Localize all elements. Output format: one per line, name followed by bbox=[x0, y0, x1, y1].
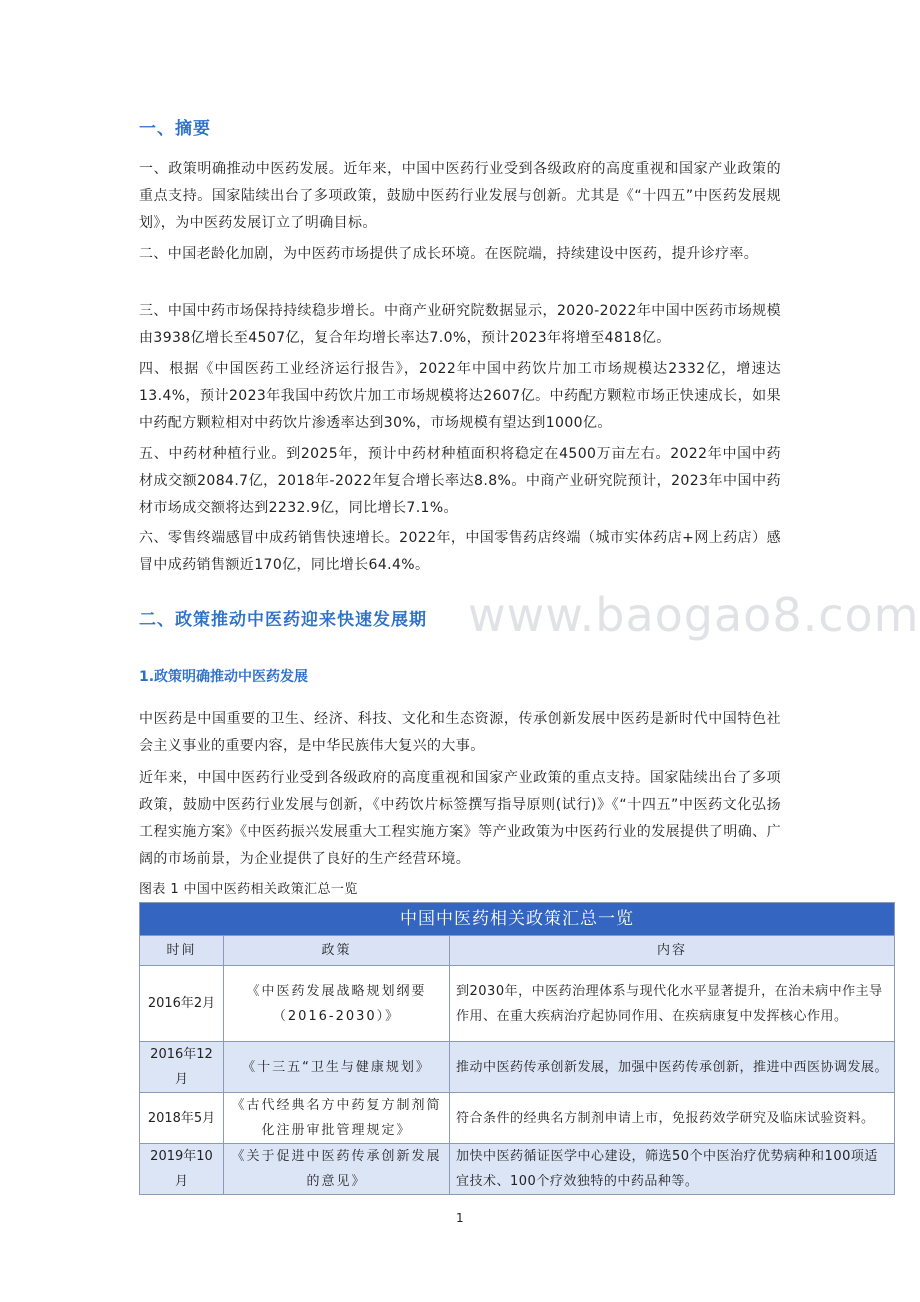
summary-paragraph-2: 二、中国老龄化加剧，为中医药市场提供了成长环境。在医院端，持续建设中医药，提升诊疗率。 bbox=[139, 246, 759, 262]
table-row bbox=[140, 1042, 895, 1093]
cell-content: 符合条件的经典名方制剂申请上市，免报药效学研究及临床试验资料。 bbox=[450, 1093, 895, 1144]
cell-policy: 《十三五“卫生与健康规划》 bbox=[224, 1042, 450, 1093]
table-header-row bbox=[140, 936, 895, 966]
cell-time: 2016年12月 bbox=[140, 1042, 224, 1093]
table-row bbox=[140, 1093, 895, 1144]
summary-paragraph-4: 四、根据《中国医药工业经济运行报告》，2022年中国中药饮片加工市场规模达2332亿，增速达13.4%，预计2023年我国中药饮片加工市场规模将达2607亿。中药配方颗粒市场正快速成长，如果中药配方颗粒相对中药饮片渗透率达到30%，市场规模有望达到1000亿。 bbox=[139, 361, 781, 431]
header-time: 时间 bbox=[140, 936, 224, 966]
section-heading-policy: 二、政策推动中医药迎来快速发展期 bbox=[139, 610, 427, 630]
table-row bbox=[140, 1144, 895, 1195]
watermark: www.baogao8.com bbox=[468, 588, 920, 642]
summary-paragraph-3: 三、中国中药市场保持持续稳步增长。中商产业研究院数据显示，2020-2022年中国中医药市场规模由3938亿增长至4507亿，复合年均增长率达7.0%，预计2023年将增至4818亿。 bbox=[139, 303, 781, 346]
table-title: 中国中医药相关政策汇总一览 bbox=[140, 903, 895, 936]
cell-time: 2016年2月 bbox=[140, 966, 224, 1042]
table-row bbox=[140, 966, 895, 1042]
page-number: 1 bbox=[456, 1211, 464, 1225]
summary-paragraph-6: 六、零售终端感冒中成药销售快速增长。2022年，中国零售药店终端（城市实体药店+网上药店）感冒中成药销售额近170亿，同比增长64.4%。 bbox=[139, 530, 781, 573]
summary-paragraph-5: 五、中药材种植行业。到2025年，预计中药材种植面积将稳定在4500万亩左右。2022年中国中药材成交额2084.7亿，2018年-2022年复合增长率达8.8%。中商产业研究院预计，2023年中国中药材市场成交额将达到2232.9亿，同比增长7.1%。 bbox=[139, 446, 781, 516]
header-policy: 政策 bbox=[224, 936, 450, 966]
cell-policy: 《中医药发展战略规划纲要（2016-2030）》 bbox=[224, 966, 450, 1042]
policy-table bbox=[139, 902, 895, 1195]
cell-time: 2018年5月 bbox=[140, 1093, 224, 1144]
cell-policy: 《关于促进中医药传承创新发展的意见》 bbox=[224, 1144, 450, 1195]
cell-content: 到2030年，中医药治理体系与现代化水平显著提升，在治未病中作主导作用、在重大疾病治疗起协同作用、在疾病康复中发挥核心作用。 bbox=[450, 966, 895, 1042]
policy-paragraph-1: 中医药是中国重要的卫生、经济、科技、文化和生态资源，传承创新发展中医药是新时代中国特色社会主义事业的重要内容，是中华民族伟大复兴的大事。 bbox=[139, 711, 781, 754]
policy-paragraph-2: 近年来，中国中医药行业受到各级政府的高度重视和国家产业政策的重点支持。国家陆续出台了多项政策，鼓励中医药行业发展与创新，《中药饮片标签撰写指导原则(试行)》《“十四五”中医药文化弘扬工程实施方案》《中医药振兴发展重大工程实施方案》等产业政策为中医药行业的发展提供了明确、广阔的市场前景，为企业提供了良好的生产经营环境。 bbox=[139, 770, 781, 867]
figure-caption: 图表 1 中国中医药相关政策汇总一览 bbox=[139, 882, 358, 897]
cell-time: 2019年10月 bbox=[140, 1144, 224, 1195]
cell-content: 推动中医药传承创新发展，加强中医药传承创新，推进中西医协调发展。 bbox=[450, 1042, 895, 1093]
cell-content: 加快中医药循证医学中心建设，筛选50个中医治疗优势病种和100项适宜技术、100个疗效独特的中药品种等。 bbox=[450, 1144, 895, 1195]
section-heading-summary: 一、摘要 bbox=[139, 119, 211, 139]
cell-policy: 《古代经典名方中药复方制剂简化注册审批管理规定》 bbox=[224, 1093, 450, 1144]
summary-paragraph-1: 一、政策明确推动中医药发展。近年来，中国中医药行业受到各级政府的高度重视和国家产业政策的重点支持。国家陆续出台了多项政策，鼓励中医药行业发展与创新。尤其是《“十四五”中医药发展规划》，为中医药发展订立了明确目标。 bbox=[139, 161, 781, 231]
header-content: 内容 bbox=[450, 936, 895, 966]
subsection-heading: 1.政策明确推动中医药发展 bbox=[139, 669, 309, 685]
